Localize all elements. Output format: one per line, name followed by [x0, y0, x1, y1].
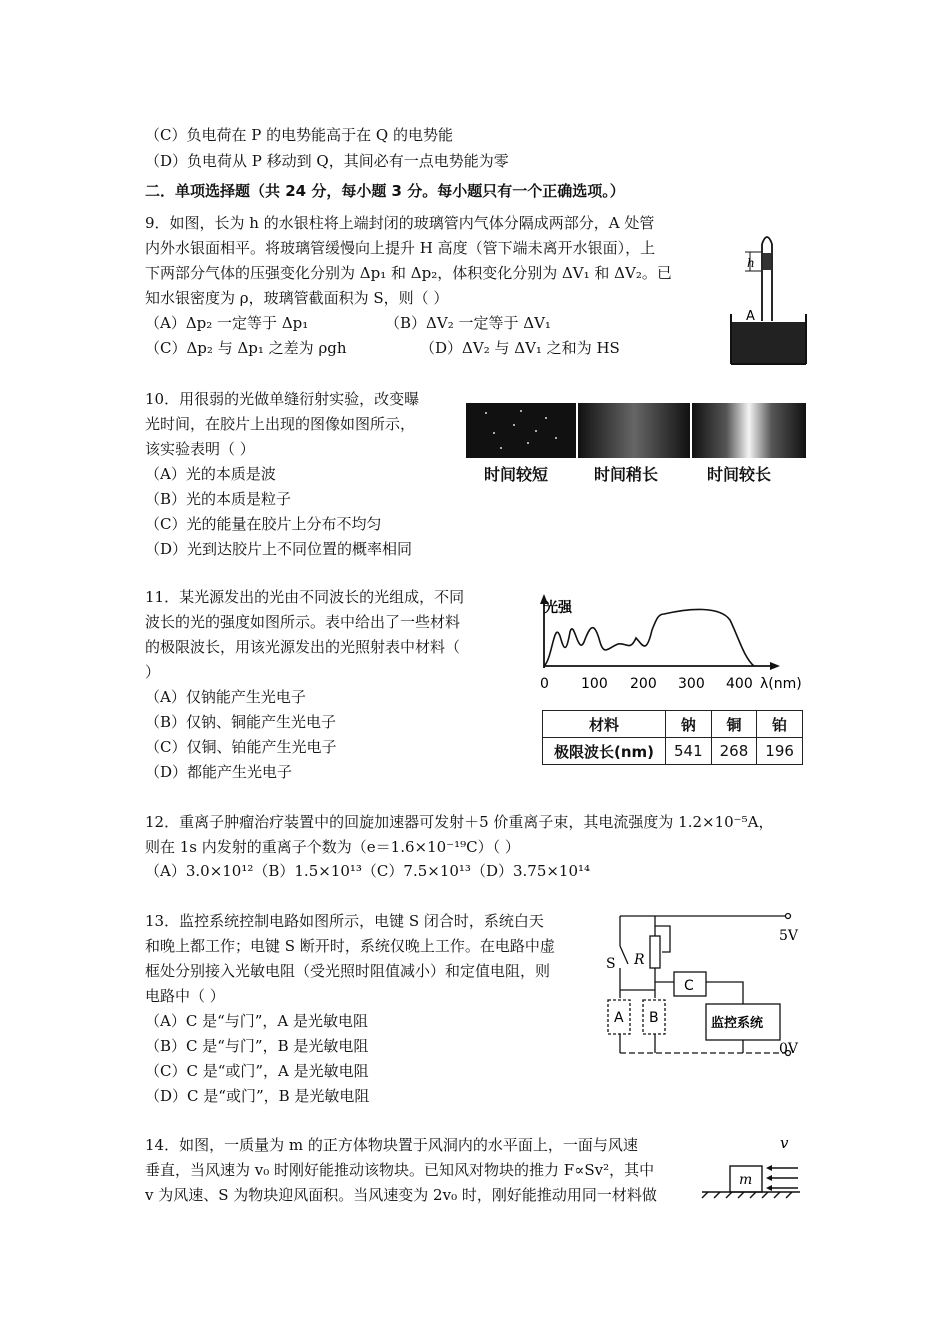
q9-fig-a-label: A — [746, 309, 755, 324]
chart-tick: 100 — [581, 676, 608, 692]
q10-stem-line: 光时间，在胶片上出现的图像如图所示， — [145, 415, 416, 433]
film-caption-short: 时间较短 — [484, 465, 549, 484]
monitor-system-label: 监控系统 — [711, 1016, 764, 1031]
chart-tick: 200 — [630, 676, 657, 692]
box-a-label: A — [614, 1010, 624, 1026]
q12-options: （A）3.0×10¹²（B）1.5×10¹³（C）7.5×10¹³（D）3.75×10¹⁴ — [145, 862, 591, 880]
box-b-label: B — [649, 1010, 659, 1026]
table-row — [543, 738, 803, 765]
film-caption-long: 时间较长 — [707, 465, 772, 484]
q8-option-c: （C）负电荷在 P 的电势能高于在 Q 的电势能 — [145, 126, 453, 144]
table-cell: 极限波长(nm) — [543, 738, 666, 765]
q9-stem-line: 下两部分气体的压强变化分别为 Δp₁ 和 Δp₂，体积变化分别为 ΔV₁ 和 ΔV₂。已 — [145, 264, 672, 282]
q13-option-b: （B）C 是“与门”，B 是光敏电阻 — [145, 1037, 369, 1055]
film-caption-medium: 时间稍长 — [594, 465, 659, 484]
q9-stem-line: 9．如图，长为 h 的水银柱将上端封闭的玻璃管内气体分隔成两部分，A 处管 — [145, 214, 655, 232]
table-header-cell: 铂 — [757, 711, 803, 738]
q10-option-d: （D）光到达胶片上不同位置的概率相同 — [145, 540, 413, 558]
section2-header: 二．单项选择题（共 24 分，每小题 3 分。每小题只有一个正确选项。） — [145, 182, 625, 200]
diffraction-film-strip — [466, 403, 806, 458]
gate-c-label: C — [684, 978, 694, 994]
q9-option-b: （B）ΔV₂ 一定等于 ΔV₁ — [385, 314, 551, 332]
table-cell: 541 — [666, 738, 712, 765]
q10-option-a: （A）光的本质是波 — [145, 465, 276, 483]
table-header-cell: 材料 — [543, 711, 666, 738]
q10-stem-line: 10．用很弱的光做单缝衍射实验，改变曝 — [145, 390, 420, 408]
q9-fig-h-label: h — [747, 256, 755, 270]
light-intensity-spectrum — [530, 590, 810, 695]
table-cell: 196 — [757, 738, 803, 765]
chart-tick: 0 — [540, 676, 549, 692]
table-header-row — [543, 711, 803, 738]
monitor-circuit-diagram — [598, 906, 808, 1061]
q10-stem-line: 该实验表明（ ） — [145, 440, 255, 458]
q11-option-c: （C）仅铜、铂能产生光电子 — [145, 738, 337, 756]
wind-tunnel-block-figure — [700, 1132, 805, 1200]
q14-stem-line: 垂直，当风速为 v₀ 时刚好能推动该物块。已知风对物块的推力 F∝Sv²，其中 — [145, 1161, 655, 1179]
q9-option-c: （C）Δp₂ 与 Δp₁ 之差为 ρgh — [145, 339, 347, 357]
q11-option-b: （B）仅钠、铜能产生光电子 — [145, 713, 337, 731]
chart-ylabel: 光强 — [544, 600, 572, 616]
q9-option-d: （D）ΔV₂ 与 ΔV₁ 之和为 HS — [420, 339, 620, 357]
table-header-cell: 钠 — [666, 711, 712, 738]
switch-s-label: S — [606, 956, 616, 972]
q14-stem-line: v 为风速、S 为物块迎风面积。当风速变为 2v₀ 时，刚好能推动用同一材料做 — [145, 1186, 657, 1204]
resistor-r-label: R — [634, 952, 645, 968]
q9-tube-figure — [728, 214, 813, 369]
table-header-cell: 铜 — [711, 711, 757, 738]
q11-stem-line: 的极限波长，用该光源发出的光照射表中材料（ — [145, 638, 461, 656]
q10-option-c: （C）光的能量在胶片上分布不均匀 — [145, 515, 382, 533]
chart-tick: 300 — [678, 676, 705, 692]
q9-option-a: （A）Δp₂ 一定等于 Δp₁ — [145, 314, 309, 332]
q13-stem-line: 13．监控系统控制电路如图所示，电键 S 闭合时，系统白天 — [145, 912, 544, 930]
q13-stem-line: 和晚上都工作；电键 S 断开时，系统仅晚上工作。在电路中虚 — [145, 937, 555, 955]
chart-xlabel: λ(nm) — [760, 676, 802, 692]
q13-option-c: （C）C 是“或门”，A 是光敏电阻 — [145, 1062, 369, 1080]
q10-option-b: （B）光的本质是粒子 — [145, 490, 292, 508]
q9-stem-line: 内外水银面相平。将玻璃管缓慢向上提升 H 高度（管下端未离开水银面），上 — [145, 239, 656, 257]
voltage-0v-label: 0V — [779, 1041, 799, 1057]
threshold-wavelength-table — [542, 710, 803, 765]
q12-stem-line: 则在 1s 内发射的重离子个数为（e＝1.6×10⁻¹⁹C）（ ） — [145, 838, 520, 856]
q14-stem-line: 14．如图，一质量为 m 的正方体物块置于风洞内的水平面上，一面与风速 — [145, 1136, 638, 1154]
q11-option-d: （D）都能产生光电子 — [145, 763, 293, 781]
q13-option-a: （A）C 是“与门”，A 是光敏电阻 — [145, 1012, 369, 1030]
q12-stem-line: 12．重离子肿瘤治疗装置中的回旋加速器可发射＋5 价重离子束，其电流强度为 1.2×10⁻⁵A， — [145, 813, 774, 831]
q13-stem-line: 电路中（ ） — [145, 987, 225, 1005]
table-cell: 268 — [711, 738, 757, 765]
voltage-5v-label: 5V — [779, 928, 799, 944]
q11-stem-line: ） — [145, 663, 161, 681]
q11-option-a: （A）仅钠能产生光电子 — [145, 688, 306, 706]
q13-stem-line: 框处分别接入光敏电阻（受光照时阻值减小）和定值电阻，则 — [145, 962, 551, 980]
q13-option-d: （D）C 是“或门”，B 是光敏电阻 — [145, 1087, 370, 1105]
chart-tick: 400 — [726, 676, 753, 692]
block-m-label: m — [739, 1172, 753, 1188]
q8-option-d: （D）负电荷从 P 移动到 Q，其间必有一点电势能为零 — [145, 152, 509, 170]
wind-speed-v-label: v — [780, 1134, 789, 1152]
q11-stem-line: 波长的光的强度如图所示。表中给出了一些材料 — [145, 613, 461, 631]
q11-stem-line: 11．某光源发出的光由不同波长的光组成，不同 — [145, 588, 465, 606]
q9-stem-line: 知水银密度为 ρ，玻璃管截面积为 S，则（ ） — [145, 289, 449, 307]
